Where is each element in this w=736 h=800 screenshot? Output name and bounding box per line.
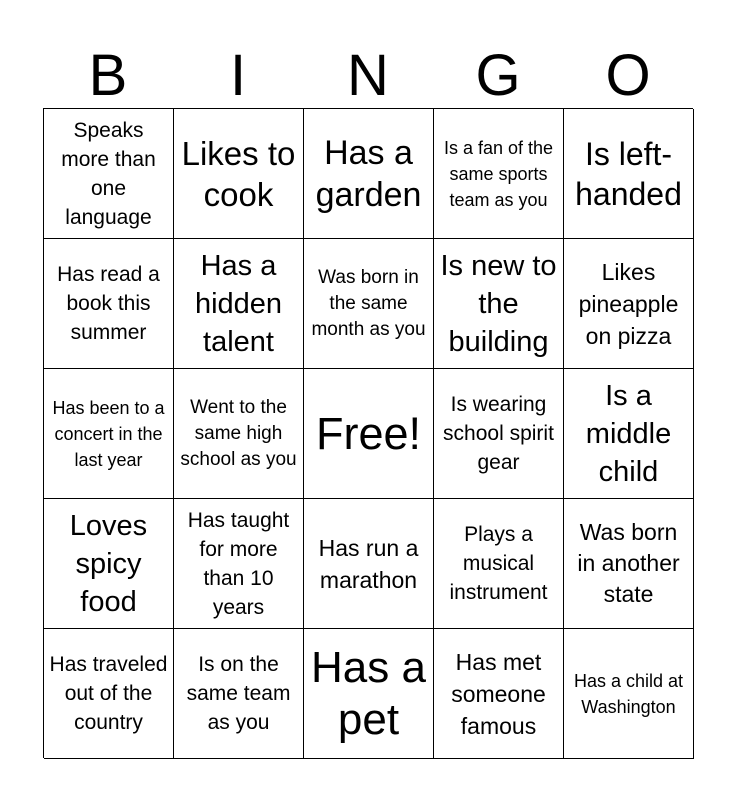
cell-text: Went to the same high school as you <box>180 396 297 470</box>
cell-text: Is new to the building <box>440 249 557 358</box>
cell-text: Has been to a concert in the last year <box>52 397 165 470</box>
bingo-cell[interactable] <box>44 239 174 369</box>
bingo-cell[interactable] <box>174 499 304 629</box>
bingo-cell[interactable] <box>174 629 304 759</box>
bingo-cell[interactable] <box>44 629 174 759</box>
cell-text: Has a hidden talent <box>194 249 283 358</box>
bingo-cell[interactable] <box>174 109 304 239</box>
bingo-cell[interactable] <box>44 369 174 499</box>
bingo-cell[interactable] <box>304 499 434 629</box>
bingo-cell[interactable] <box>44 109 174 239</box>
cell-text: Has a garden <box>315 133 422 214</box>
cell-text: Has run a marathon <box>318 534 419 593</box>
bingo-cell[interactable] <box>44 499 174 629</box>
bingo-cell[interactable] <box>564 499 694 629</box>
bingo-cell[interactable] <box>564 109 694 239</box>
cell-text: Was born in the same month as you <box>311 266 426 340</box>
cell-text: Likes pineapple on pizza <box>578 258 679 349</box>
cell-text: Has traveled out of the country <box>49 653 168 734</box>
bingo-cell free-space[interactable] <box>304 369 434 499</box>
cell-text: Is a middle child <box>585 379 672 488</box>
cell-text: Has met someone famous <box>451 648 546 739</box>
header-letter-b: B <box>88 43 128 108</box>
cell-text: Has a child at Washington <box>573 670 684 717</box>
bingo-cell[interactable] <box>174 369 304 499</box>
free-space-text: Free! <box>315 407 422 459</box>
bingo-cell[interactable] <box>564 239 694 369</box>
bingo-cell[interactable] <box>304 239 434 369</box>
bingo-grid <box>43 108 693 758</box>
cell-text: Has taught for more than 10 years <box>187 508 290 619</box>
bingo-cell[interactable] <box>434 369 564 499</box>
bingo-cell[interactable] <box>434 629 564 759</box>
cell-text: Has read a book this summer <box>57 263 160 344</box>
cell-text: Plays a musical instrument <box>449 523 548 604</box>
bingo-cell[interactable] <box>564 629 694 759</box>
cell-text: Speaks more than one language <box>61 118 156 229</box>
bingo-header <box>43 42 693 110</box>
header-letter-o: O <box>605 43 651 108</box>
cell-text: Is wearing school spirit gear <box>443 393 554 474</box>
bingo-cell[interactable] <box>434 109 564 239</box>
bingo-cell[interactable] <box>304 629 434 759</box>
cell-text: Is a fan of the same sports team as you <box>443 137 554 210</box>
cell-text: Was born in another state <box>577 519 680 607</box>
header-letter-n: N <box>347 43 389 108</box>
bingo-cell[interactable] <box>304 109 434 239</box>
bingo-cell[interactable] <box>434 239 564 369</box>
cell-text: Is left-handed <box>575 135 682 212</box>
header-letter-i: I <box>229 43 247 108</box>
bingo-cell[interactable] <box>434 499 564 629</box>
header-letter-g: G <box>475 43 521 108</box>
bingo-cell[interactable] <box>174 239 304 369</box>
cell-text: Is on the same team as you <box>186 653 291 734</box>
bingo-cell[interactable] <box>564 369 694 499</box>
cell-text: Has a pet <box>311 642 426 744</box>
cell-text: Likes to cook <box>181 134 296 213</box>
cell-text: Loves spicy food <box>69 509 148 618</box>
